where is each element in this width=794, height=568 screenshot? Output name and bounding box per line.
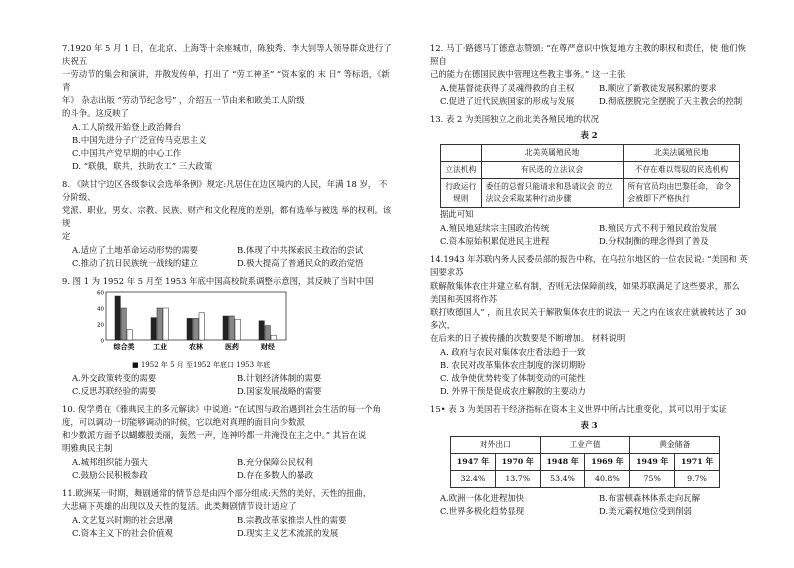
table-cell: 不存在难以驾驭的民选机构 [623,162,739,179]
q7-option-a[interactable]: A.工人阶级开始登上政治舞台 [72,122,182,133]
right-column [430,42,748,523]
bar-chart [92,290,292,356]
y-tick-label: 20 [97,322,104,329]
bar [193,319,198,341]
table-cell: 1947 年 [451,453,496,470]
x-tick-label: 农林 [189,342,203,352]
table-cell: 53.4% [540,470,585,487]
bar [187,319,192,341]
table-cell [441,145,482,162]
table-header: 黄金储备 [630,436,720,453]
q9-stem: 9. 图 1 为 1952 年 5 月至 1953 年底中国高校院系调整示意图，其反映了当时中国 [62,276,374,287]
question-14 [430,253,748,397]
table-cell: 40.8% [585,470,630,487]
table-header: 北美法属殖民地 [623,145,739,162]
bar [157,308,162,340]
q10-options [72,456,392,482]
x-tick-label: 综合类 [113,342,135,352]
q7-option-c[interactable]: C.中国共产党早期的中心工作 [72,148,182,159]
q8-option-b[interactable]: B.体现了中共探索民主政治的尝试 [237,245,364,256]
chart-legend: ■ 1952 年 5 月 至1952 年底口 1953 年底 [132,361,271,370]
q14-option-a[interactable]: A. 政府与农民对集体农庄看法趋于一致 [440,346,586,357]
q10-option-b[interactable]: B.充分保障公民权利 [237,457,313,468]
q15-option-d[interactable]: D.美元霸权地位受到削弱 [599,505,692,516]
table-cell: 1969 年 [585,453,630,470]
q13-option-c[interactable]: C.资本原始积累促进民主进程 [440,236,550,247]
q15-option-c[interactable]: C.世界多极化趋势显现 [440,505,525,516]
table-cell: 所有官员均由巴黎任命， 命令会被即下严格执行 [623,179,739,208]
table-cell: 1970 年 [495,453,540,470]
q12-option-b[interactable]: B.顺应了新教徒发展积累的要求 [599,83,717,94]
q8-stem-line2: 党派、职业，男女、宗教、民族、财产和文化程度的差别，都有选举与被选 举的权利。该规 [62,205,392,229]
bar [265,326,270,340]
q10-stem-line4: 明雅典民主制 [62,443,113,454]
q12-options [440,82,748,108]
left-column [62,42,392,545]
question-10 [62,403,392,482]
q13-option-a[interactable]: A.殖民地延续宗主国政治传统 [440,223,550,234]
table-row [441,162,740,179]
q8-stem-line1: 8. 《陕甘宁边区各级参议会选举条例》规定:凡居住在边区境内的人民，年满 18 岁， 不分阶级、 [62,179,388,203]
q11-stem-line1: 11.欧洲某一时期，舞剧通常的情节总是由四个部分组成:天然的美好，天性的扭曲， [62,488,372,499]
bar [223,316,228,340]
q15-stem: 15• 表 3 为美国若干经济指标在资本主义世界中所占比重变化，其可以用于实证 [430,403,727,414]
q10-stem-line3: 和少数派方面予以蝴蝶般美丽，轰然一声，连神吟都一并淹没在主之中。” 其旨在说 [62,430,367,441]
q14-options [440,346,748,398]
q14-stem-line1: 14.1943 年苏联内务人民委员部的报告中称，在乌拉尔地区的一位农民说: “美国和 英国要求苏 [430,254,748,278]
q8-stem-line3: 定 [62,231,71,242]
x-tick-label: 医药 [225,342,239,352]
q8-option-a[interactable]: A.适应了土地革命运动形势的需要 [72,245,198,256]
bar [229,316,234,340]
question-8 [62,178,392,270]
q13-option-d[interactable]: D.分权制衡的理念得到了普及 [599,236,709,247]
q12-stem-line2: 己的能力在德国民族中管理这些教主事务。” 这一主张 [430,69,626,80]
q13-after: 据此可知 [440,209,474,220]
q8-option-d[interactable]: D.极大提高了普通民众的政治觉悟 [237,258,364,269]
q9-options [72,372,392,398]
table-cell: 立法机构 [441,162,482,179]
q11-option-d[interactable]: D.现实主义艺术流派的发展 [237,528,339,539]
table-cell: 有民选的立法议会 [481,162,623,179]
table-row [451,453,720,470]
table-cell: 委任的总督只能请求和恳请议会 的立法议会采取某种行动步骤 [481,179,623,208]
q7-stem-line3: 年》 杂志出版 “劳动节纪念号” ，介绍五一节由来和欧美工人阶级 [62,95,305,106]
q8-options [72,244,392,270]
q11-option-a[interactable]: A.文艺复兴时期的社会思潮 [72,515,173,526]
table-row [441,179,740,208]
table-row [451,470,720,487]
q7-stem-line4: 的斗争。这反映了 [62,108,129,119]
q12-option-c[interactable]: C.促进了近代民族国家的形成与发展 [440,96,575,107]
table-cell: 1949 年 [630,453,675,470]
q9-chart [92,290,392,371]
q10-option-a[interactable]: A.城邦组织能力强大 [72,457,148,468]
bar [235,319,240,340]
table-cell: 1948 年 [540,453,585,470]
question-9 [62,275,392,398]
y-tick-label: 40 [97,306,104,313]
bar [199,313,204,340]
table-cell: 13.7% [495,470,540,487]
q11-options [72,514,392,540]
table-cell: 行政运行规则 [441,179,482,208]
question-15 [430,403,748,518]
q15-option-b[interactable]: B.布雷顿森林体系走向瓦解 [599,492,700,503]
table-row [441,145,740,162]
q12-stem-line1: 12. 马丁·路德马丁德意志赞颂: “在尊严意识中恢复地方主教的职权和责任，使 他们恢照自 [430,43,746,67]
q11-option-c[interactable]: C.资本主义下的社会价值观 [72,528,173,539]
q9-option-b[interactable]: B.计划经济体制的需要 [237,373,322,384]
table-2-caption: 表 2 [580,130,598,141]
q14-option-c[interactable]: C. 战争使优势转变了体制变动的可能性 [440,372,586,383]
q14-stem-line3: 联打败德国人” ，而且农民关于解散集体农庄的说法一 天之内在该农庄就被转达了 30 多次， [430,306,747,330]
table-3 [450,436,720,488]
q15-option-a[interactable]: A.欧洲一体化进程加快 [440,492,525,503]
q13-stem: 13. 表 2 为美国独立之前北美各殖民地的状况 [430,114,600,125]
q7-option-d[interactable]: D. “联俄，联共，扶助农工” 三大政策 [72,161,213,172]
table-cell: 32.4% [451,470,496,487]
q13-option-b[interactable]: B.殖民方式不利于殖民政治发展 [599,223,717,234]
q14-stem-line4: 在后来的日子被传播的次数要是不断增加。 材料说明 [430,332,626,343]
q13-options [440,222,748,248]
q15-options [440,492,748,518]
x-tick-label: 工业 [153,342,167,352]
q7-stem-line1: 7.1920 年 5 月 1 日，在北京、上海等十余座城市，陈独秀、李大钊等人领导群众进行了庆祝五 [62,43,392,67]
q11-stem-line2: 大悲痛下英雄的出现以及天性的复活。此类舞剧情节设计适应了 [62,501,297,512]
table-header: 北美英属殖民地 [481,145,623,162]
table-2 [440,144,740,208]
table-header: 工业产值 [540,436,630,453]
y-tick-label: 0 [100,338,104,345]
bar [259,321,264,340]
q10-option-c[interactable]: C.鼓励公民积极参政 [72,470,148,481]
question-11 [62,487,392,540]
q14-stem-line2: 联解散集体农庄并建立私有制，否则无法保障前线，如果苏联满足了这些要求，那么美国和英国将作苏 [430,280,740,304]
q9-option-d[interactable]: D.国家发展战略的需要 [237,386,322,397]
q12-option-d[interactable]: D.彻底摆脱完全摆脱了天主教会的控制 [599,96,743,107]
q7-option-b[interactable]: B.中国先进分子广泛宣传马克思主义 [72,135,207,146]
q9-option-a[interactable]: A.外交政策转变的需要 [72,373,157,384]
question-7 [62,42,392,173]
bar [115,296,120,340]
q11-option-b[interactable]: B.宗教改革家推崇人性的需要 [237,515,347,526]
q10-stem-line1: 10. 倪学勇在《雅典民主的多元解读》中说道: “在试图与政治遇到社会生活的每一个角 [62,404,381,415]
q7-options [72,121,392,173]
table-cell: 1971 年 [675,453,720,470]
q14-option-b[interactable]: B. 农民对改革集体农庄制度的深切期盼 [440,359,586,370]
question-12 [430,42,748,108]
q14-option-d[interactable]: D. 外界干预是促成农庄解散的主要动力 [440,385,586,396]
table-header: 对外出口 [451,436,541,453]
table-3-caption: 表 3 [580,419,598,430]
bar [121,308,126,340]
y-tick-label: 60 [97,290,104,297]
bar [271,335,276,340]
q12-option-a[interactable]: A.使基督徒获得了灵魂得救的自主权 [440,83,575,94]
table-cell: 75% [630,470,675,487]
q8-option-c[interactable]: C.推动了抗日民族统一战线的建立 [72,258,199,269]
question-13 [430,113,748,248]
q9-option-c[interactable]: C.反思苏联经验的需要 [72,386,157,397]
bar [127,330,132,340]
bar [151,318,156,340]
table-cell: 9.7% [675,470,720,487]
q7-stem-line2: 一劳动节的集会和演讲，并散发传单，打出了 “劳工神圣” “资本家的 末 日” 等标语，《新青 [62,69,390,93]
x-tick-label: 财经 [261,342,275,352]
q10-stem-line2: 度，可以调动一切能够调动的时候，它以绝对真理的面目向少数派 [62,417,305,428]
table-row [451,436,720,453]
q10-option-d[interactable]: D.存在多数人的暴政 [237,470,314,481]
bar [163,308,168,340]
